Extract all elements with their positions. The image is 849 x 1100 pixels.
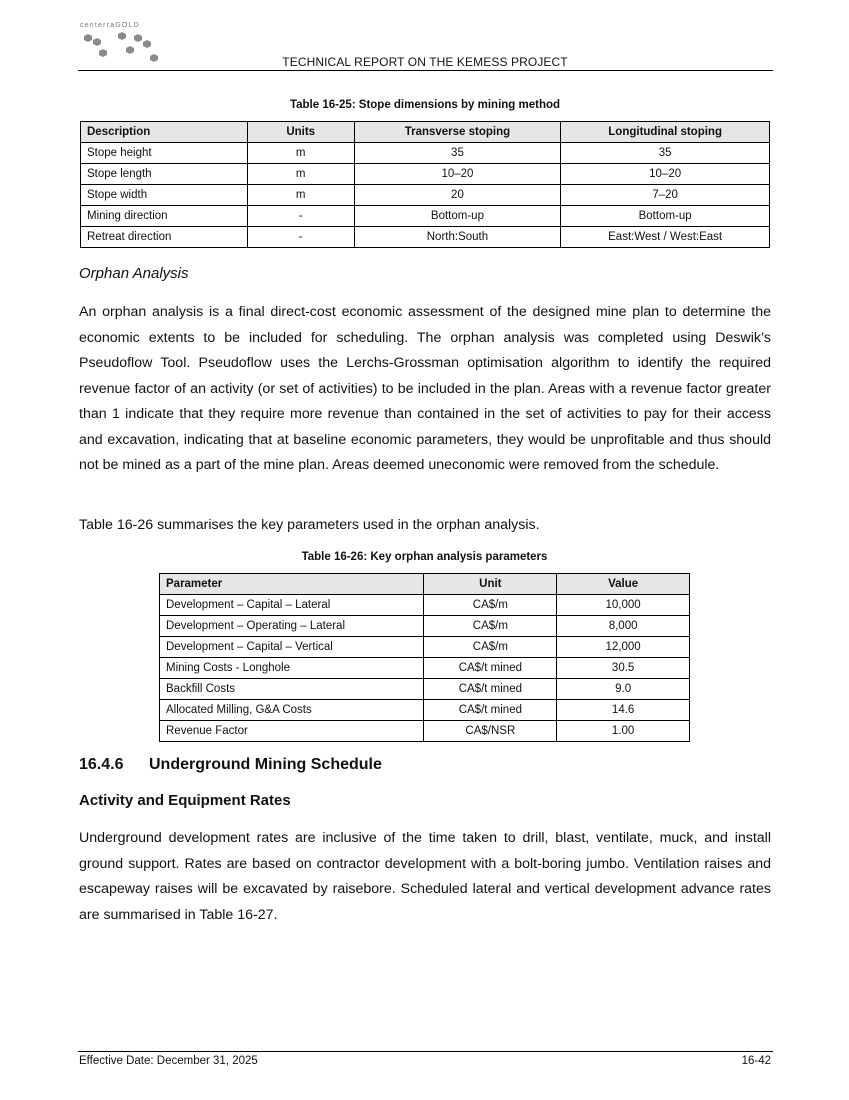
table-cell: 9.0 xyxy=(557,679,690,700)
table-row xyxy=(160,679,690,700)
table-cell: m xyxy=(247,143,354,164)
table-cell: CA$/t mined xyxy=(424,658,557,679)
table-cell: Revenue Factor xyxy=(160,721,424,742)
table-cell: Allocated Milling, G&A Costs xyxy=(160,700,424,721)
table-cell: Mining direction xyxy=(81,206,248,227)
header-divider xyxy=(78,70,773,71)
table-cell: Retreat direction xyxy=(81,227,248,248)
table-cell: East:West / West:East xyxy=(561,227,770,248)
table-cell: 35 xyxy=(354,143,561,164)
orphan-analysis-paragraph: An orphan analysis is a final direct-cost economic assessment of the designed mine plan to determine the economic extents to be included for scheduling. The orphan analysis was completed using Deswik’s Pseudoflow Tool. Pseudoflow uses the Lerchs-Grossman optimisation algorithm to identify the required revenue factor of an activity (or set of activities) to be included in the plan. Areas with a revenue factor greater than 1 indicate that they require more revenue than contained in the set of activities to pay for their access and excavation, indicating that at baseline economic parameters, they would be unprofitable and thus should not be mined as a part of the mine plan. Areas deemed uneconomic were removed from the schedule. xyxy=(79,304,771,473)
report-title: TECHNICAL REPORT ON THE KEMESS PROJECT xyxy=(282,55,568,69)
section-number: 16.4.6 xyxy=(79,756,124,773)
page-number: 16-42 xyxy=(741,1055,771,1067)
column-header: Parameter xyxy=(160,574,424,595)
table-cell: CA$/NSR xyxy=(424,721,557,742)
table-cell: Development – Capital – Lateral xyxy=(160,595,424,616)
table-cell: CA$/t mined xyxy=(424,679,557,700)
table-cell: 20 xyxy=(354,185,561,206)
column-header: Unit xyxy=(424,574,557,595)
table-cell: Bottom-up xyxy=(354,206,561,227)
subsection-heading: Activity and Equipment Rates xyxy=(79,792,291,809)
table-cell: 30.5 xyxy=(557,658,690,679)
table-cell: 1.00 xyxy=(557,721,690,742)
table-cell: Development – Capital – Vertical xyxy=(160,637,424,658)
table-cell: 7–20 xyxy=(561,185,770,206)
table-cell: 14.6 xyxy=(557,700,690,721)
column-header: Units xyxy=(247,122,354,143)
table-header-row xyxy=(160,574,690,595)
table-cell: 10–20 xyxy=(354,164,561,185)
table-row xyxy=(160,595,690,616)
table-cell: 35 xyxy=(561,143,770,164)
table-cell: Development – Operating – Lateral xyxy=(160,616,424,637)
logo-wordmark: centerraGOLD xyxy=(80,22,140,29)
table-cell: m xyxy=(247,164,354,185)
table-16-25-caption: Table 16-25: Stope dimensions by mining method xyxy=(289,99,561,111)
orphan-parameters-table xyxy=(159,573,690,742)
table-cell: m xyxy=(247,185,354,206)
table-cell: CA$/m xyxy=(424,616,557,637)
table-cell: Stope length xyxy=(81,164,248,185)
orphan-analysis-heading: Orphan Analysis xyxy=(79,265,189,282)
effective-date: Effective Date: December 31, 2025 xyxy=(79,1055,258,1067)
table-row xyxy=(81,164,770,185)
column-header: Transverse stoping xyxy=(354,122,561,143)
table-cell: 10–20 xyxy=(561,164,770,185)
table-cell: CA$/m xyxy=(424,637,557,658)
column-header: Value xyxy=(557,574,690,595)
table-row xyxy=(81,185,770,206)
section-title: Underground Mining Schedule xyxy=(149,756,382,773)
table-row xyxy=(160,616,690,637)
column-header: Description xyxy=(81,122,248,143)
column-header: Longitudinal stoping xyxy=(561,122,770,143)
table-cell: 8,000 xyxy=(557,616,690,637)
table-cell: - xyxy=(247,206,354,227)
table-cell: 10,000 xyxy=(557,595,690,616)
development-rates-paragraph: Underground development rates are inclusive of the time taken to drill, blast, ventilate, muck, and install ground support. Rates are based on contractor development with a bolt-boring jumbo. Ventilation raises and escapeway raises will be excavated by raisebore. Scheduled lateral and vertical development advance rates are summarised in Table 16-27. xyxy=(79,830,771,923)
table-cell: Mining Costs - Longhole xyxy=(160,658,424,679)
table-row xyxy=(81,227,770,248)
table-cell: Stope width xyxy=(81,185,248,206)
table-cell: CA$/m xyxy=(424,595,557,616)
table-row xyxy=(160,658,690,679)
table-row xyxy=(81,143,770,164)
table-intro-paragraph: Table 16-26 summarises the key parameters used in the orphan analysis. xyxy=(79,517,540,533)
table-row xyxy=(81,206,770,227)
table-cell: CA$/t mined xyxy=(424,700,557,721)
table-cell: - xyxy=(247,227,354,248)
table-header-row xyxy=(81,122,770,143)
table-row xyxy=(160,721,690,742)
section-heading xyxy=(79,756,382,774)
footer-divider xyxy=(78,1051,773,1052)
table-16-26-caption: Table 16-26: Key orphan analysis parameters xyxy=(301,551,548,563)
table-row xyxy=(160,700,690,721)
table-cell: North:South xyxy=(354,227,561,248)
table-cell: Bottom-up xyxy=(561,206,770,227)
stope-dimensions-table xyxy=(80,121,770,248)
table-row xyxy=(160,637,690,658)
table-cell: Backfill Costs xyxy=(160,679,424,700)
table-cell: 12,000 xyxy=(557,637,690,658)
table-cell: Stope height xyxy=(81,143,248,164)
